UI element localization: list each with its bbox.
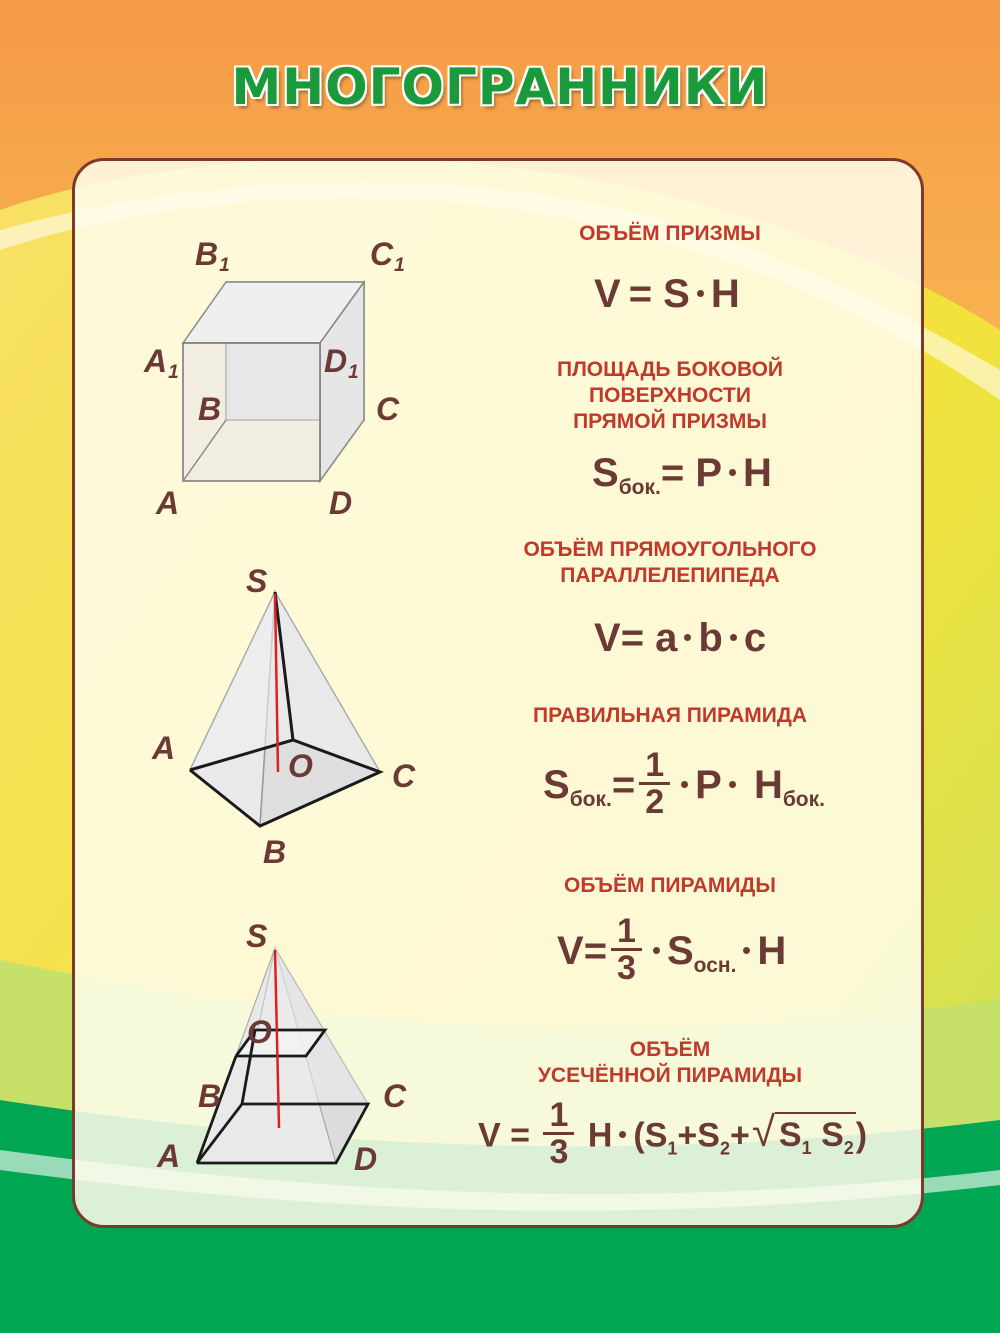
heading-regular-pyramid: ПРАВИЛЬНАЯ ПИРАМИДА xyxy=(533,704,807,727)
formula-pyramid-volume: V= $\frac{1}{3}$ $S_{осн.}$ H xyxy=(557,912,787,987)
prism-label-d1: $D_1$ xyxy=(324,343,359,383)
formula-lateral-surface: $S_{бок.}= P$ H xyxy=(592,451,772,499)
frustum-label-s: S xyxy=(246,918,268,954)
prism-label-d: D xyxy=(329,485,353,521)
formula-frustum-volume: V = $\frac{1}{3}$ H ($S_1+S_2+√$ $S_1$ $S_2$) xyxy=(478,1096,868,1171)
pyramid-figure xyxy=(180,580,400,840)
prism-label-c: C xyxy=(376,391,400,427)
frustum-label-o: O xyxy=(247,1014,272,1050)
pyramid-label-s: S xyxy=(246,563,268,599)
sqrt-radicand: $S_1$ $S_2$ xyxy=(775,1112,856,1157)
pyramid-label-o: O xyxy=(288,748,313,784)
formula-box-volume: V= a b c xyxy=(594,616,767,660)
frustum-label-a: A xyxy=(157,1138,181,1174)
formula-regular-pyramid: $S_{бок.}=$ $\frac{1}{2}$ P $H_{бок.}$ xyxy=(543,746,825,821)
page-title: МНОГОГРАННИКИ xyxy=(231,58,769,116)
prism-label-c1: $C_1$ xyxy=(370,236,405,276)
heading-pyramid-volume: ОБЪЁМ ПИРАМИДЫ xyxy=(564,874,776,897)
prism-figure xyxy=(140,270,400,510)
prism-label-b: B xyxy=(198,391,222,427)
heading-lateral-surface: ПЛОЩАДЬ БОКОВОЙ ПОВЕРХНОСТИ ПРЯМОЙ ПРИЗМЫ xyxy=(556,358,784,433)
pyramid-label-b: B xyxy=(263,834,287,870)
pyramid-label-c: C xyxy=(392,758,416,794)
prism-label-b1: $B_1$ xyxy=(195,236,230,276)
heading-frustum-volume: ОБЪЁМ УСЕЧЁННОЙ ПИРАМИДЫ xyxy=(537,1038,803,1087)
pyramid-label-a: A xyxy=(152,730,176,766)
heading-prism-volume: ОБЪЁМ ПРИЗМЫ xyxy=(579,222,761,245)
prism-label-a: A xyxy=(156,485,180,521)
frustum-label-b: B xyxy=(198,1078,222,1114)
formula-prism-volume: V = S H xyxy=(594,272,740,316)
frustum-figure xyxy=(190,940,390,1170)
frustum-label-d: D xyxy=(354,1141,378,1177)
frustum-label-c: C xyxy=(383,1078,407,1114)
heading-box-volume: ОБЪЁМ ПРЯМОУГОЛЬНОГО ПАРАЛЛЕЛЕПИПЕДА xyxy=(523,538,817,587)
sqrt-sign: √ xyxy=(751,1108,775,1156)
prism-label-a1: $A_1$ xyxy=(144,343,179,383)
